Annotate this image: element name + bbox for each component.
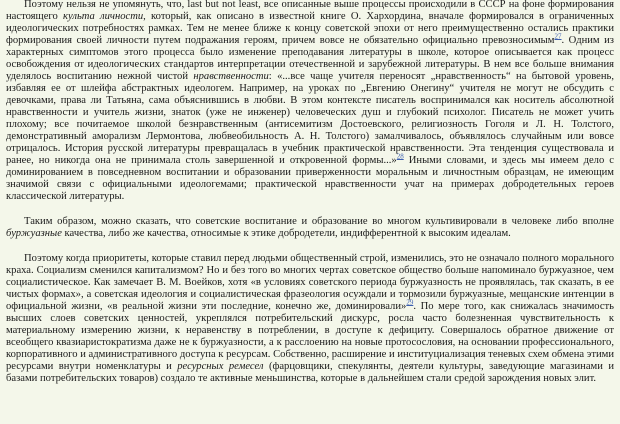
- paragraph-3: [6, 253, 614, 385]
- text-run: Поэтому нельзя не упомянуть, что, last but not least, все описанные выше процессы происходили в СССР на фоне формирования настоящего: [6, 0, 614, 22]
- text-run: . По мере того, как снижалась значимость высших слоев советских ценностей, укреплялся потребительский дискурс, росла часто болезненная чувствительность к материальному измерению жизни, к неравенству в потреблении, в доступе к дефициту. Совершалось обратное движение от всеобщего квазиаристократизма даже не к буржуазности, а к расслоению на новые протосословия, на основании профессионального, корпоративного и административного доступа к ресурсам. Собственно, расширение и институциализация теневых схем обмена этими ресурсами внутри номенклатуры и: [6, 301, 614, 372]
- text-run: качества, либо же качества, относимые к этике добродетели, индифферентной к высоким идеалам.: [61, 228, 511, 239]
- text-run: . Одним из характерных симптомов этого процесса было изменение преподавания литературы в школе, которое описывается как процесс освобождения от идеологических стандартов интерпретации отечественной и зарубежной литературы. В нем все больше внимания уделялось воспитанию нежной чистой: [6, 35, 614, 82]
- text-run: Иными словами, и здесь мы имеем дело с доминированием в повседневном воспитании и образовании приверженности моральным и личностным образцам, не имеющим значимой связи с официальными идеологемами; практической нравственности учат на примерах добродетельных героев классической литературы.: [6, 155, 614, 202]
- emphasis-text: ресурсных ремесел: [177, 361, 264, 372]
- paragraph-1: [6, 0, 614, 203]
- text-run: , который, как описано в известной книге О. Хархордина, вначале формировался в ограниченных идеологических потребностях рамках. Тем не менее ближе к концу советской эпохи от него преимущественно остались практики формирования своей личности путем подражания героям, причем вовсе не обязательно официально превозносимым: [6, 11, 614, 46]
- paragraph-2: [6, 216, 614, 240]
- footnote-link-29[interactable]: 29: [406, 298, 414, 307]
- emphasis-text: буржуазные: [6, 228, 62, 239]
- footnote-link-28[interactable]: 28: [396, 152, 404, 161]
- emphasis-text: культа личности: [63, 11, 144, 22]
- text-run: (фарцовщики, спекулянты, деятели культуры, заведующие магазинами и базами потребительских товаров) создало те активные меньшинства, которые в дальнейшем стали средой зарождения новых элит.: [6, 361, 614, 384]
- text-run: : «...все чаще учителя переносят „нравственность“ на бытовой уровень, избавляя ее от шлейфа абстрактных идеологем. Например, на уроках по „Евгению Онегину“ учителя не могут не обсудить с девочками, права ли Татьяна, сама объяснившись в любви. В этом контексте писатель воспринимался как носитель абсолютной нравственности и учитель жизни, знаток (уже не инженер) человеческих душ и глубокий психолог. Писатель не может учить плохому; все почитаемое школой безнравственным (антисемитизм Достоевского, религиозность Гоголя и Л. Н. Толстого, демонстративный аморализм Лермонтова, любвеобильность А. Н. Толстого) замалчивалось, объявлялось случайным или вовсе отрицалось. История русской литературы превращалась в учебник практической нравственности. Эта тенденция существовала и ранее, но никогда она не принимала столь завершенной и откровенной формы...»: [6, 71, 614, 166]
- text-run: Поэтому когда приоритеты, которые ставил перед людьми общественный строй, изменились, это не означало полного морального краха. Социализм сменился капитализмом? Но и без того во многих чертах советское общество больше напоминало буржуазное, чем социалистическое. Как замечает В. М. Воейков, хотя «в условиях советского периода буржуазность не проявлялась, так сказать, в ее чистых формах», а советская идеология и социалистическая фразеология осуждали и тормозили буржуазные, мещанские интенции в официальной жизни, «в реальной жизни эти последние, конечно же, доминировали»: [6, 253, 614, 312]
- text-run: Таким образом, можно сказать, что советские воспитание и образование во многом культивировали в человеке либо вполне: [24, 216, 614, 227]
- emphasis-text: нравственности: [193, 71, 269, 82]
- footnote-link-27[interactable]: 27: [554, 32, 562, 41]
